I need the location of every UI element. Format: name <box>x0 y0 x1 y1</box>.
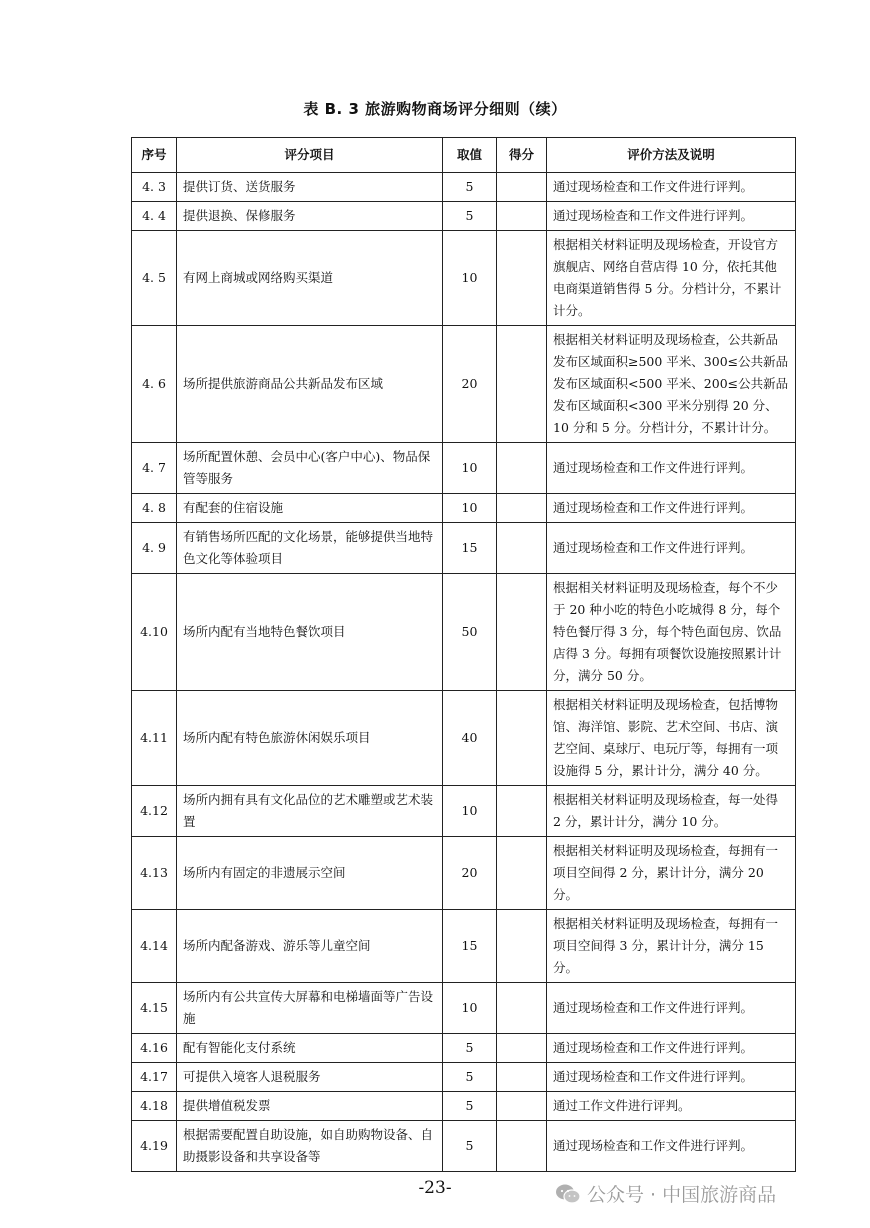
header-method: 评价方法及说明 <box>547 138 796 173</box>
header-row <box>132 138 796 173</box>
cell-method: 通过现场检查和工作文件进行评判。 <box>547 983 796 1034</box>
watermark-text: 公众号 · 中国旅游商品 <box>587 1184 777 1206</box>
cell-method: 根据相关材料证明及现场检查，开设官方旗舰店、网络自营店得 10 分，依托其他电商渠道销售得 5 分。分档计分，不累计计分。 <box>547 231 796 326</box>
header-value: 取值 <box>443 138 497 173</box>
cell-score <box>497 202 547 231</box>
cell-item: 有网上商城或网络购买渠道 <box>177 231 443 326</box>
cell-score <box>497 494 547 523</box>
cell-score <box>497 326 547 443</box>
cell-item: 场所内配有当地特色餐饮项目 <box>177 574 443 691</box>
cell-no: 4.18 <box>132 1092 177 1121</box>
table-row <box>132 494 796 523</box>
cell-method: 根据相关材料证明及现场检查，公共新品发布区域面积≥500 平米、300≤公共新品发布区域面积<500 平米、200≤公共新品发布区域面积<300 平米分别得 20 分、10 分和 5 分。分档计分，不累计计分。 <box>547 326 796 443</box>
cell-value: 5 <box>443 1092 497 1121</box>
header-score: 得分 <box>497 138 547 173</box>
cell-method: 根据相关材料证明及现场检查，每拥有一项目空间得 2 分，累计计分，满分 20 分。 <box>547 837 796 910</box>
cell-method: 通过现场检查和工作文件进行评判。 <box>547 443 796 494</box>
table-row <box>132 523 796 574</box>
cell-item: 场所提供旅游商品公共新品发布区域 <box>177 326 443 443</box>
cell-no: 4. 5 <box>132 231 177 326</box>
cell-value: 15 <box>443 910 497 983</box>
cell-item: 场所内配有特色旅游休闲娱乐项目 <box>177 691 443 786</box>
table-row <box>132 231 796 326</box>
cell-value: 10 <box>443 786 497 837</box>
header-no: 序号 <box>132 138 177 173</box>
cell-item: 场所配置休憩、会员中心(客户中心)、物品保管等服务 <box>177 443 443 494</box>
cell-method: 根据相关材料证明及现场检查，每拥有一项目空间得 3 分，累计计分，满分 15 分。 <box>547 910 796 983</box>
cell-item: 场所内配备游戏、游乐等儿童空间 <box>177 910 443 983</box>
cell-score <box>497 837 547 910</box>
watermark <box>555 1180 776 1207</box>
cell-score <box>497 1092 547 1121</box>
cell-method: 通过现场检查和工作文件进行评判。 <box>547 1034 796 1063</box>
cell-no: 4. 6 <box>132 326 177 443</box>
table-row <box>132 1121 796 1172</box>
table-row <box>132 574 796 691</box>
cell-score <box>497 1063 547 1092</box>
cell-value: 20 <box>443 326 497 443</box>
table-row <box>132 837 796 910</box>
cell-item: 场所内拥有具有文化品位的艺术雕塑或艺术装置 <box>177 786 443 837</box>
cell-value: 10 <box>443 983 497 1034</box>
cell-item: 根据需要配置自助设施，如自助购物设备、自助摄影设备和共享设备等 <box>177 1121 443 1172</box>
cell-method: 根据相关材料证明及现场检查，每一处得 2 分，累计计分，满分 10 分。 <box>547 786 796 837</box>
cell-value: 5 <box>443 1034 497 1063</box>
cell-item: 提供订货、送货服务 <box>177 173 443 202</box>
score-table <box>131 137 796 1172</box>
cell-value: 10 <box>443 494 497 523</box>
cell-score <box>497 1034 547 1063</box>
cell-item: 提供退换、保修服务 <box>177 202 443 231</box>
cell-no: 4.12 <box>132 786 177 837</box>
table-row <box>132 1034 796 1063</box>
cell-value: 5 <box>443 202 497 231</box>
cell-item: 场所内有固定的非遗展示空间 <box>177 837 443 910</box>
cell-item: 场所内有公共宣传大屏幕和电梯墙面等广告设施 <box>177 983 443 1034</box>
cell-value: 10 <box>443 231 497 326</box>
table-row <box>132 910 796 983</box>
cell-score <box>497 786 547 837</box>
cell-score <box>497 983 547 1034</box>
cell-no: 4. 8 <box>132 494 177 523</box>
table-row <box>132 1063 796 1092</box>
cell-no: 4.15 <box>132 983 177 1034</box>
table-row <box>132 1092 796 1121</box>
cell-score <box>497 523 547 574</box>
cell-score <box>497 443 547 494</box>
table-row <box>132 443 796 494</box>
cell-value: 10 <box>443 443 497 494</box>
cell-method: 通过现场检查和工作文件进行评判。 <box>547 173 796 202</box>
cell-method: 根据相关材料证明及现场检查，每个不少于 20 种小吃的特色小吃城得 8 分，每个特色餐厅得 3 分，每个特色面包房、饮品店得 3 分。每拥有项餐饮设施按照累计计分，满分 50 分。 <box>547 574 796 691</box>
wechat-icon <box>555 1183 581 1205</box>
cell-method: 通过现场检查和工作文件进行评判。 <box>547 1063 796 1092</box>
cell-score <box>497 1121 547 1172</box>
cell-no: 4.11 <box>132 691 177 786</box>
cell-no: 4.10 <box>132 574 177 691</box>
table-header <box>132 138 796 173</box>
table-row <box>132 173 796 202</box>
table-row <box>132 326 796 443</box>
cell-value: 5 <box>443 1121 497 1172</box>
cell-no: 4.14 <box>132 910 177 983</box>
cell-value: 40 <box>443 691 497 786</box>
cell-value: 20 <box>443 837 497 910</box>
cell-no: 4.16 <box>132 1034 177 1063</box>
cell-method: 通过现场检查和工作文件进行评判。 <box>547 494 796 523</box>
table-title: 表 B. 3 旅游购物商场评分细则（续） <box>303 100 567 118</box>
cell-item: 有销售场所匹配的文化场景，能够提供当地特色文化等体验项目 <box>177 523 443 574</box>
cell-no: 4. 4 <box>132 202 177 231</box>
cell-no: 4.19 <box>132 1121 177 1172</box>
cell-score <box>497 691 547 786</box>
cell-no: 4. 7 <box>132 443 177 494</box>
cell-score <box>497 173 547 202</box>
header-item: 评分项目 <box>177 138 443 173</box>
table-body <box>132 173 796 1172</box>
page-number: -23- <box>418 1178 452 1198</box>
cell-method: 通过工作文件进行评判。 <box>547 1092 796 1121</box>
cell-value: 5 <box>443 173 497 202</box>
cell-no: 4.13 <box>132 837 177 910</box>
cell-value: 5 <box>443 1063 497 1092</box>
cell-value: 50 <box>443 574 497 691</box>
cell-no: 4.17 <box>132 1063 177 1092</box>
cell-method: 通过现场检查和工作文件进行评判。 <box>547 1121 796 1172</box>
cell-method: 根据相关材料证明及现场检查，包括博物馆、海洋馆、影院、艺术空间、书店、演艺空间、桌球厅、电玩厅等，每拥有一项设施得 5 分，累计计分，满分 40 分。 <box>547 691 796 786</box>
cell-method: 通过现场检查和工作文件进行评判。 <box>547 523 796 574</box>
table-row <box>132 786 796 837</box>
cell-score <box>497 910 547 983</box>
table-row <box>132 691 796 786</box>
cell-score <box>497 231 547 326</box>
cell-item: 可提供入境客人退税服务 <box>177 1063 443 1092</box>
table-row <box>132 202 796 231</box>
cell-no: 4. 9 <box>132 523 177 574</box>
cell-item: 提供增值税发票 <box>177 1092 443 1121</box>
cell-score <box>497 574 547 691</box>
cell-item: 配有智能化支付系统 <box>177 1034 443 1063</box>
cell-no: 4. 3 <box>132 173 177 202</box>
cell-method: 通过现场检查和工作文件进行评判。 <box>547 202 796 231</box>
cell-item: 有配套的住宿设施 <box>177 494 443 523</box>
cell-value: 15 <box>443 523 497 574</box>
table-row <box>132 983 796 1034</box>
